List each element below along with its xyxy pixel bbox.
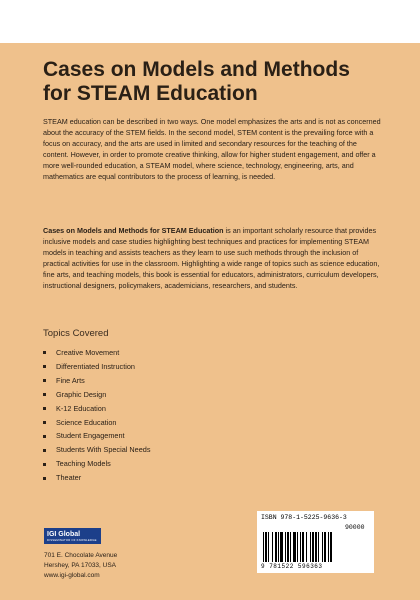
topic-item: Student Engagement xyxy=(43,429,151,443)
bullet-icon xyxy=(43,379,46,382)
bullet-icon xyxy=(43,463,46,466)
bullet-icon xyxy=(43,435,46,438)
logo-tagline: DISSEMINATOR OF KNOWLEDGE xyxy=(47,537,97,542)
topic-item: Teaching Models xyxy=(43,457,151,471)
description-paragraph-1: STEAM education can be described in two ways. One model emphasizes the arts and is not as concerned about the accuracy of the STEM fields. In the second model, STEM content is the prevailing force with a focus on accuracy, and the arts are used in limited and secondary resources for the teaching of the content. However, in order to promote creative thinking, allow for higher student engagement, and offer a more well-rounded education, a STEAM model, where science, technology, engineering, arts, and mathematics are equal contributors to the process of learning, is needed. xyxy=(43,117,381,181)
description-paragraph-2 xyxy=(43,225,383,291)
topics-list xyxy=(43,346,151,485)
isbn-label: ISBN 978-1-5225-9636-3 xyxy=(261,514,347,521)
top-white-band xyxy=(0,0,420,43)
bullet-icon xyxy=(43,449,46,452)
bullet-icon xyxy=(43,421,46,424)
price-code: 90000 xyxy=(345,524,365,531)
logo-text: IGI Global xyxy=(47,530,81,538)
topic-item: Science Education xyxy=(43,416,151,430)
bullet-icon xyxy=(43,407,46,410)
topic-item: Students With Special Needs xyxy=(43,443,151,457)
bullet-icon xyxy=(43,477,46,480)
topic-item: Fine Arts xyxy=(43,374,151,388)
description-body: is an important scholarly resource that provides inclusive models and case studies highlighting best techniques and practices for implementing STEAM models in teaching and assists teachers as they learn to use such methods through the inclusion of practical activities for use in the classroom. Highlighting a wide range of topics such as science education, fine arts, and teaching models, this book is essential for educators, administrators, curriculum developers, instructional designers, policymakers, academicians, researchers, and students. xyxy=(43,226,380,290)
description-book-title: Cases on Models and Methods for STEAM Education xyxy=(43,226,224,235)
publisher-website: www.igi-global.com xyxy=(44,572,100,579)
topics-heading: Topics Covered xyxy=(43,328,109,339)
book-title: Cases on Models and Methods for STEAM Education xyxy=(43,58,350,105)
topic-item: Graphic Design xyxy=(43,388,151,402)
barcode-digits: 9 781522 596363 xyxy=(261,563,323,570)
address-line-2: Hershey, PA 17033, USA xyxy=(44,562,117,569)
topic-item: Creative Movement xyxy=(43,346,151,360)
topic-item: K-12 Education xyxy=(43,402,151,416)
bullet-icon xyxy=(43,393,46,396)
igi-global-logo xyxy=(44,528,101,544)
isbn-barcode xyxy=(257,511,374,573)
publisher-address xyxy=(44,551,117,581)
bullet-icon xyxy=(43,351,46,354)
bullet-icon xyxy=(43,365,46,368)
address-line-1: 701 E. Chocolate Avenue xyxy=(44,552,118,559)
barcode-bars-icon xyxy=(263,532,368,562)
topic-item: Differentiated Instruction xyxy=(43,360,151,374)
topic-item: Theater xyxy=(43,471,151,485)
